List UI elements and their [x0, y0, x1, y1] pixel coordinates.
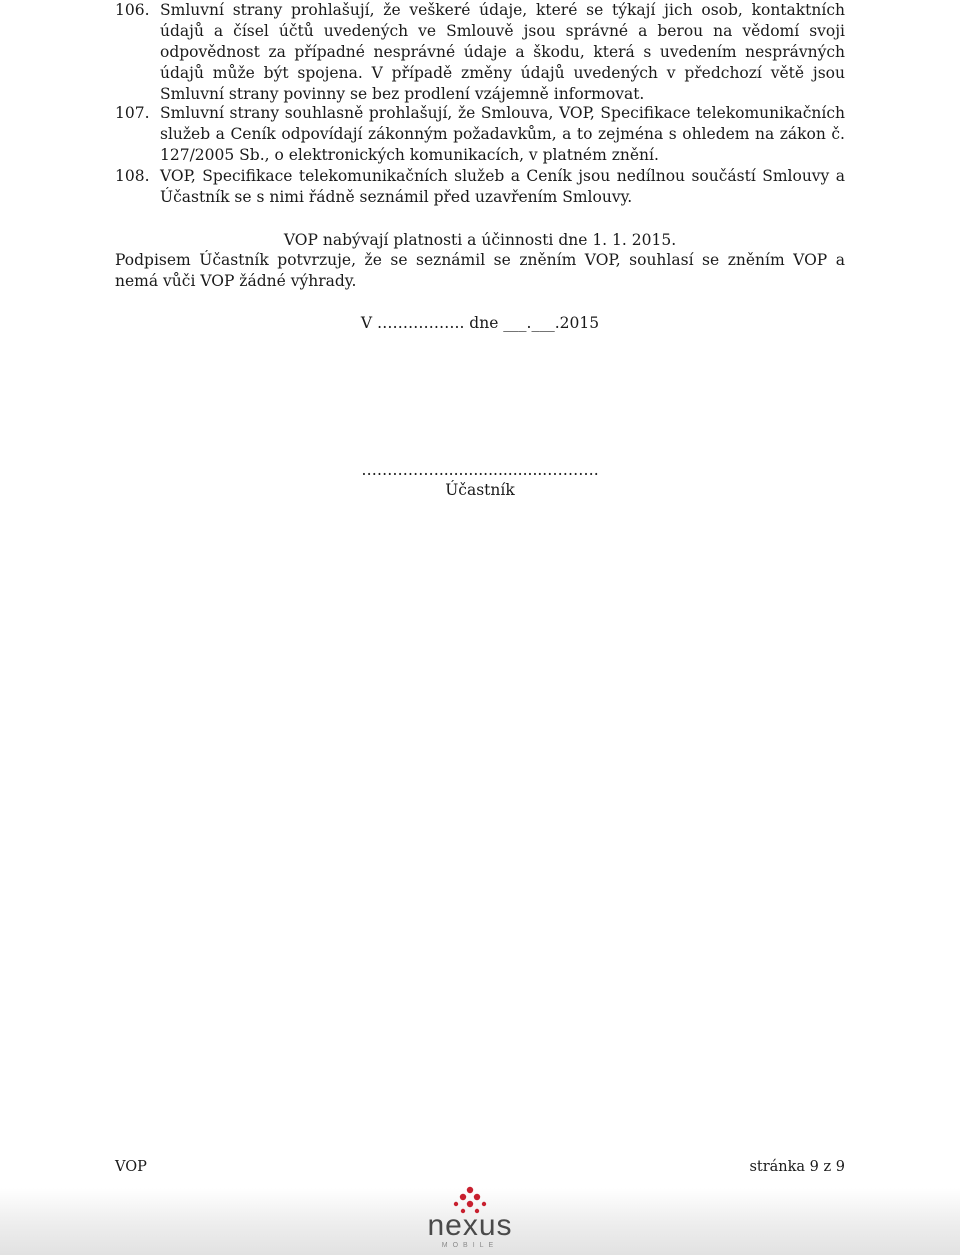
clause-text: VOP, Specifikace telekomunikačních služeb a Ceník jsou nedílnou součástí Smlouvy a Účastník se s nimi řádně seznámil před uzavřením Smlouvy.: [160, 167, 845, 206]
validity-statement: VOP nabývají platnosti a účinnosti dne 1. 1. 2015.: [283, 231, 677, 249]
logo-wordmark: nexus: [427, 1209, 513, 1242]
clause-number: 108.: [115, 167, 150, 185]
signature-label: Účastník: [445, 481, 515, 499]
clause-text: Smluvní strany souhlasně prohlašují, že Smlouva, VOP, Specifikace telekomunikačních služeb a Ceník odpovídají zákonným požadavkům, a to zejména s ohledem na zákon č. 127/2005 Sb., o elektronických komunikacích, v platném znění.: [160, 104, 845, 164]
footer-document-name: VOP: [115, 1159, 147, 1175]
clause-text: Smluvní strany prohlašují, že veškeré údaje, které se týkají jich osob, kontaktních údajů a čísel účtů uvedených ve Smlouvě jsou správné a berou na vědomí svoji odpovědnost za případné nesprávné údaje a škodu, která s uvedením nesprávných údajů může být spojena. V případě změny údajů uvedených v předchozí větě jsou Smluvní strany povinny se bez prodlení vzájemně informovat.: [160, 1, 845, 103]
clause-107: [115, 103, 845, 166]
clause-number: 106.: [115, 1, 150, 19]
clause-106: [115, 0, 845, 105]
clause-108: [115, 166, 845, 208]
place-date-line: V …………….. dne ___.___.2015: [360, 314, 600, 332]
nexus-mobile-logo: [405, 1185, 535, 1251]
acceptance-statement: Podpisem Účastník potvrzuje, že se seznámil se zněním VOP, souhlasí se zněním VOP a nemá vůči VOP žádné výhrady.: [115, 251, 845, 290]
clause-number: 107.: [115, 104, 150, 122]
footer-page-number: stránka 9 z 9: [749, 1159, 845, 1175]
logo-tagline: MOBILE: [441, 1242, 499, 1249]
signature-line: ……………......................……….: [361, 461, 599, 479]
